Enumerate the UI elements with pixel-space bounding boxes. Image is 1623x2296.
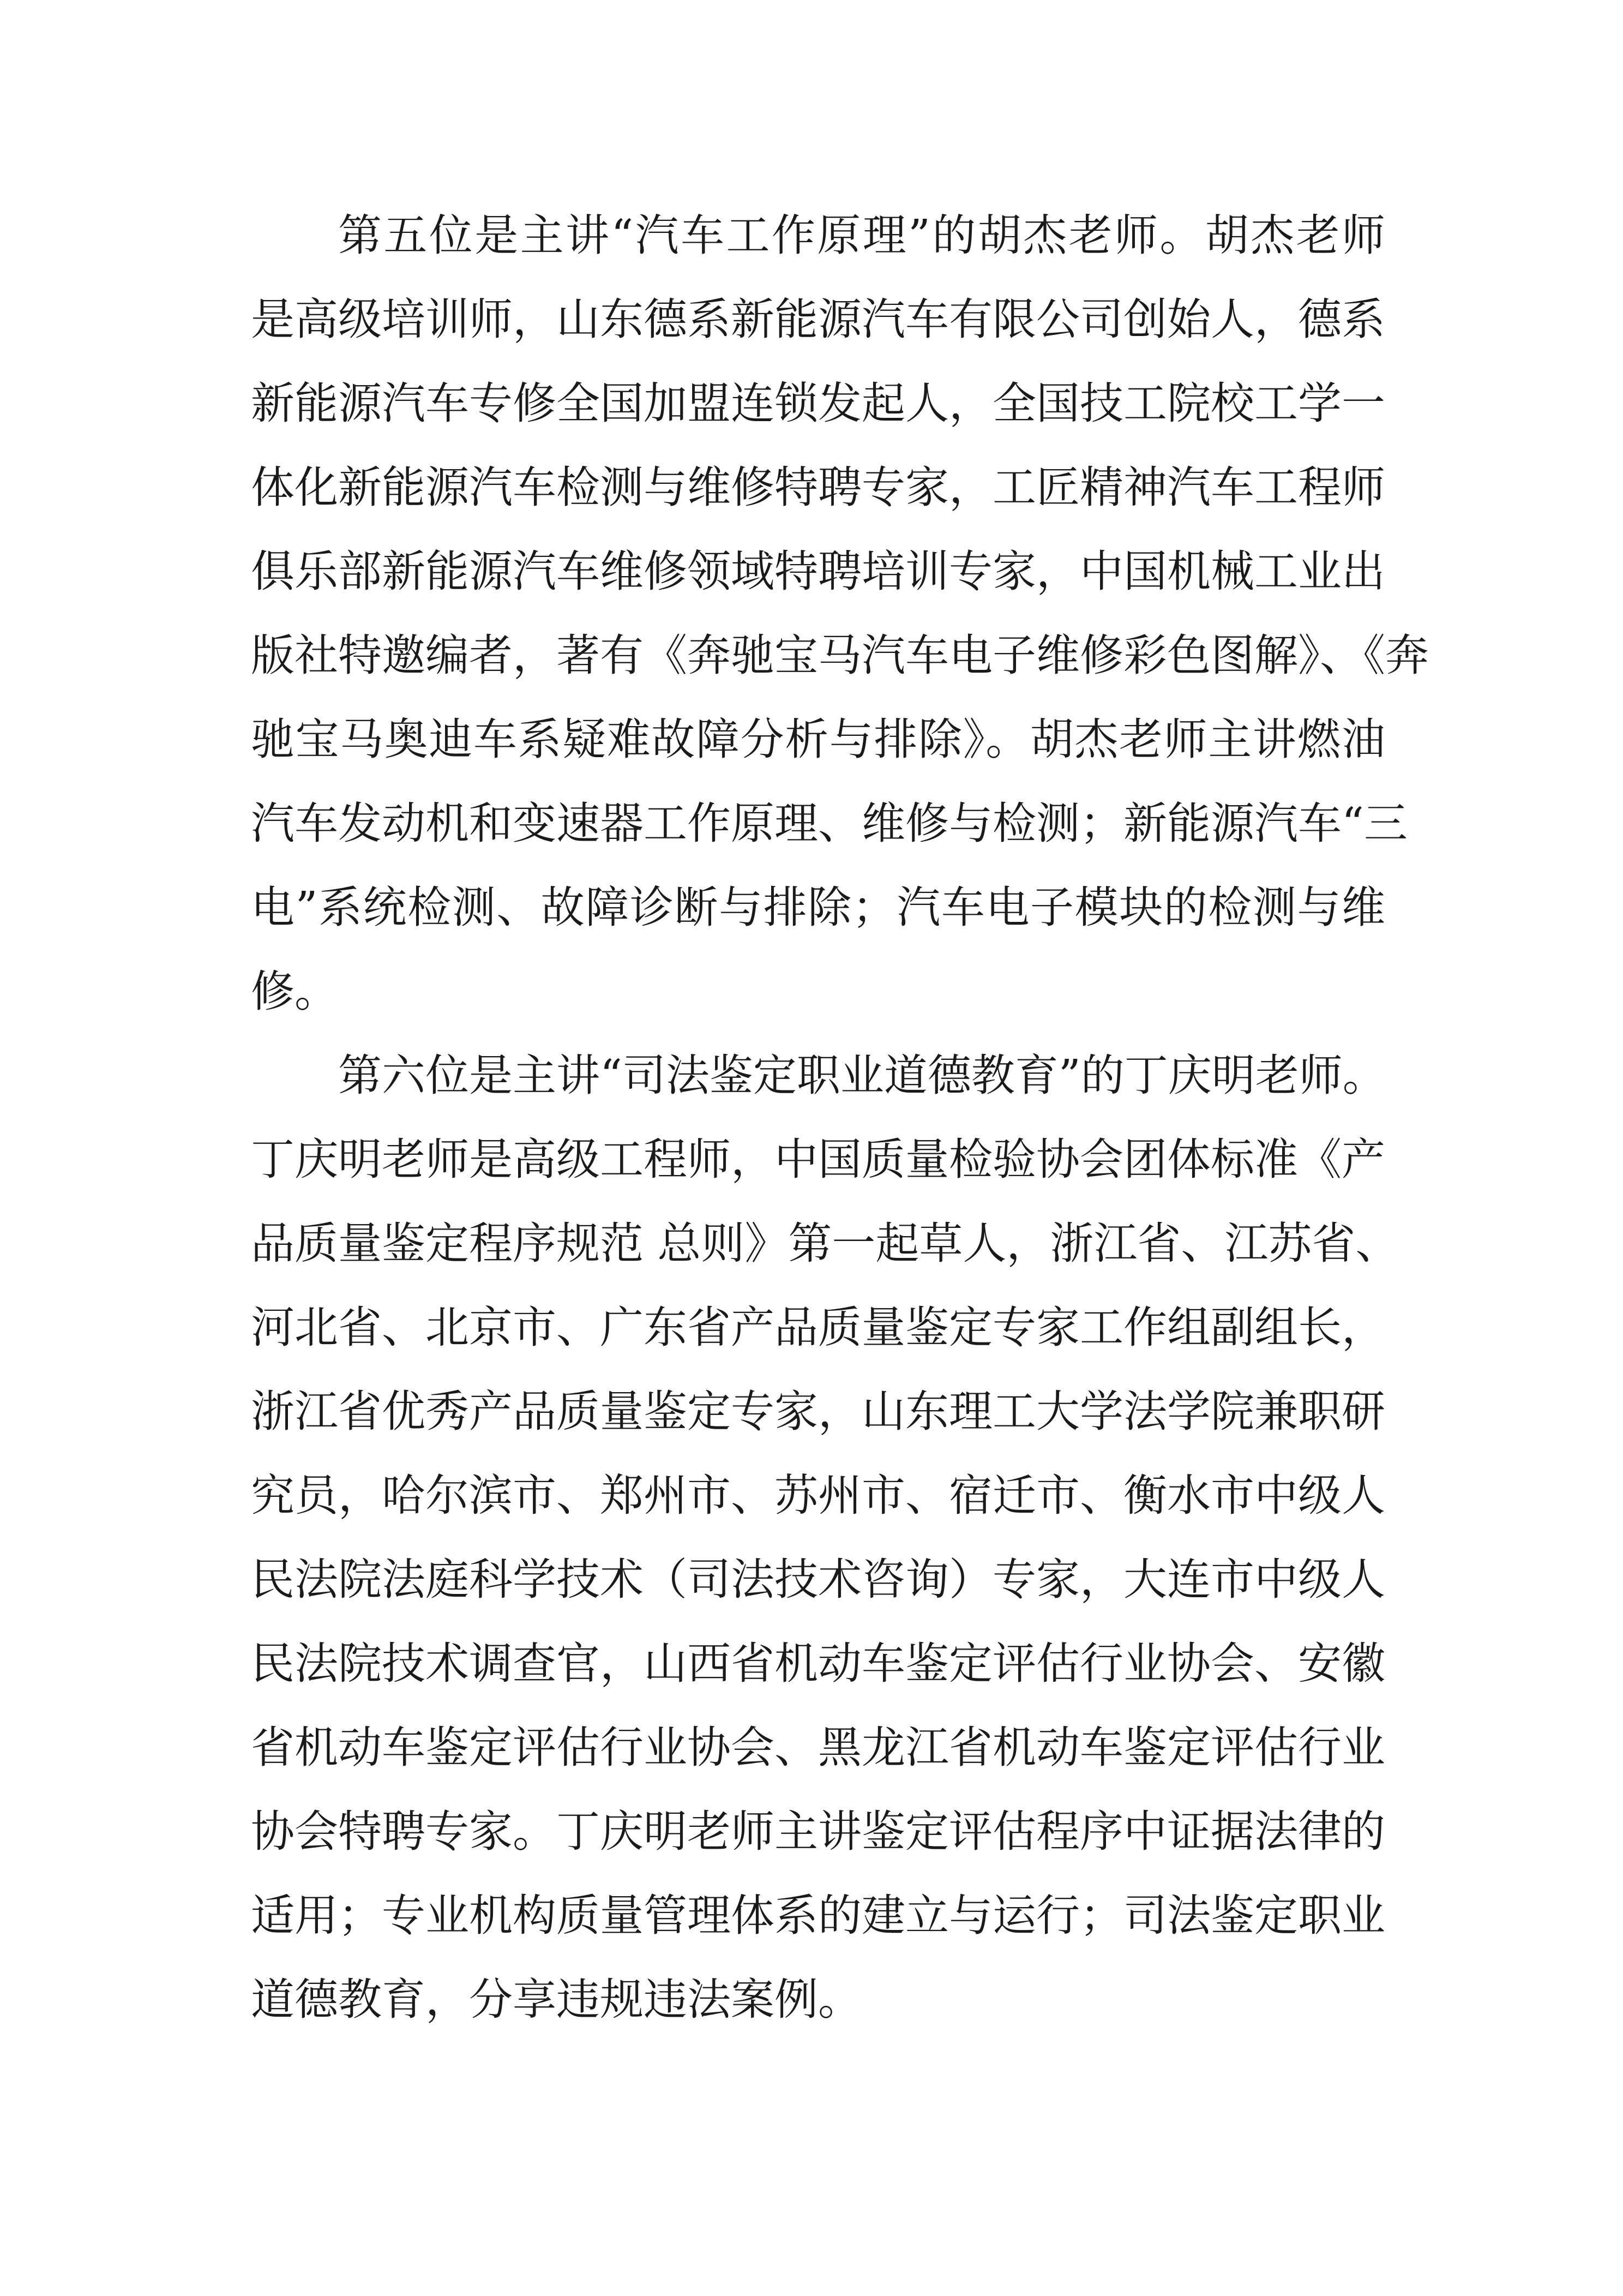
paragraph-lecturer-hu-jie [251,194,1429,1034]
text-line: 是高级培训师，山东德系新能源汽车有限公司创始人，德系 [251,294,1385,345]
text-line: 修。 [251,966,338,1017]
text-line: 驰宝马奥迪车系疑难故障分析与排除》。胡杰老师主讲燃油 [251,714,1385,765]
text-line: 丁庆明老师是高级工程师，中国质量检验协会团体标准《产 [251,1134,1385,1185]
text-line: 道德教育，分享违规违法案例。 [251,1974,862,2025]
text-line: 究员，哈尔滨市、郑州市、苏州市、宿迁市、衡水市中级人 [251,1470,1385,1521]
text-line: 汽车发动机和变速器工作原理、维修与检测；新能源汽车“三 [251,798,1408,849]
text-line: 协会特聘专家。丁庆明老师主讲鉴定评估程序中证据法律的 [251,1806,1385,1857]
text-line: 民法院法庭科学技术（司法技术咨询）专家，大连市中级人 [251,1554,1385,1605]
paragraph-lecturer-ding-qingming [251,1034,1399,2042]
text-line: 民法院技术调查官，山西省机动车鉴定评估行业协会、安徽 [251,1638,1385,1689]
text-line: 河北省、北京市、广东省产品质量鉴定专家工作组副组长， [251,1302,1385,1353]
text-line: 新能源汽车专修全国加盟连锁发起人，全国技工院校工学一 [251,378,1385,429]
text-line: 第五位是主讲“汽车工作原理”的胡杰老师。胡杰老师 [338,210,1385,261]
text-line: 省机动车鉴定评估行业协会、黑龙江省机动车鉴定评估行业 [251,1722,1385,1773]
text-line: 俱乐部新能源汽车维修领域特聘培训专家，中国机械工业出 [251,546,1385,597]
text-line: 体化新能源汽车检测与维修特聘专家，工匠精神汽车工程师 [251,462,1385,513]
text-line: 第六位是主讲“司法鉴定职业道德教育”的丁庆明老师。 [338,1050,1386,1101]
text-line: 适用；专业机构质量管理体系的建立与运行；司法鉴定职业 [251,1890,1385,1941]
text-line: 电”系统检测、故障诊断与排除；汽车电子模块的检测与维 [251,882,1385,933]
text-line: 浙江省优秀产品质量鉴定专家，山东理工大学法学院兼职研 [251,1386,1385,1437]
text-line: 品质量鉴定程序规范 总则》第一起草人，浙江省、江苏省、 [251,1218,1399,1269]
text-line: 版社特邀编者，著有《奔驰宝马汽车电子维修彩色图解》、《奔 [251,630,1429,681]
document-body [251,194,1429,2042]
